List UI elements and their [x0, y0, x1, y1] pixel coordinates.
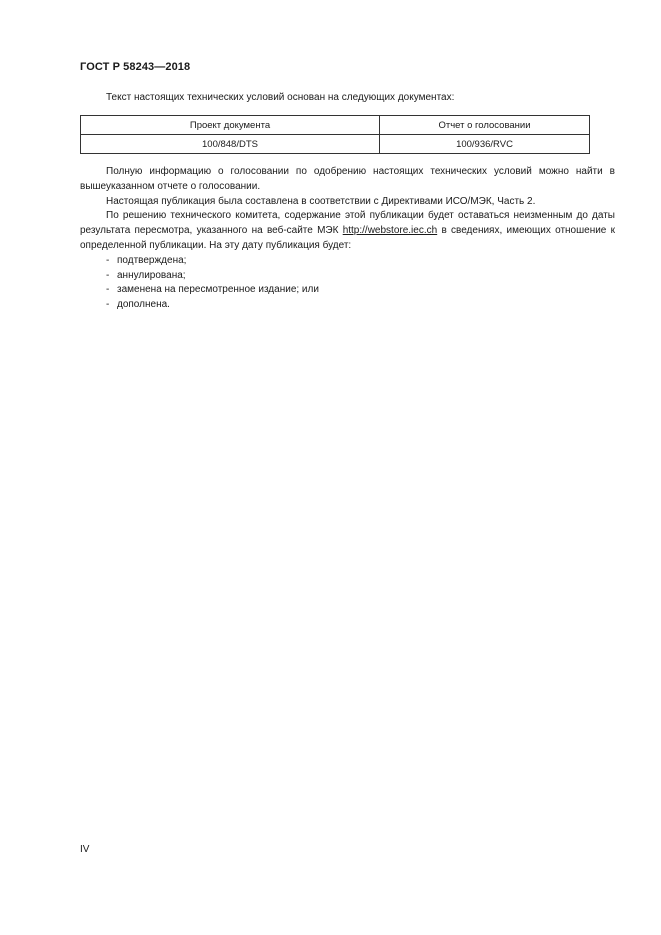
body-text: [80, 165, 615, 313]
table-header-voting-report: Отчет о голосовании: [380, 116, 590, 135]
paragraph-stability-end: в сведениях, имеющих отношение к определенной публикации. На эту дату публикация будет:: [80, 225, 615, 251]
list-item: [80, 283, 615, 298]
list-item: [80, 269, 615, 284]
table-cell-draft: 100/848/DTS: [81, 135, 380, 154]
documents-table: [80, 115, 590, 154]
list-marker: -: [106, 269, 110, 281]
paragraph-voting-info: Полную информацию о голосовании по одобрению настоящих технических условий можно найти в вышеуказанном отчете о голосовании.: [80, 166, 615, 192]
list-marker: -: [106, 284, 110, 296]
list-marker: -: [106, 299, 110, 311]
table-header-draft: Проект документа: [81, 116, 380, 135]
list-item: [80, 254, 615, 269]
list-marker: -: [106, 254, 110, 266]
table-cell-voting-report: 100/936/RVC: [380, 135, 590, 154]
list-item-text: аннулирована;: [117, 269, 186, 281]
list-item-text: заменена на пересмотренное издание; или: [117, 284, 319, 296]
webstore-link[interactable]: http://webstore.iec.ch: [342, 225, 438, 237]
paragraph-stability-start: По решению технического комитета, содержание этой публикации будет оставаться неизменным до даты результата пересмотра, указанного на веб-сайте МЭК: [80, 210, 615, 237]
list-item-text: подтверждена;: [117, 254, 187, 266]
list-item: [80, 298, 615, 313]
paragraph-directives: Настоящая публикация была составлена в соответствии с Директивами ИСО/МЭК, Часть 2.: [106, 195, 536, 207]
list-item-text: дополнена.: [117, 299, 170, 311]
publication-status-list: [80, 254, 615, 313]
intro-text: Текст настоящих технических условий основан на следующих документах:: [106, 92, 455, 103]
page-number: IV: [80, 844, 90, 855]
document-header: ГОСТ Р 58243—2018: [80, 61, 191, 73]
table-row: [81, 135, 590, 154]
paragraph-stability: [80, 209, 615, 253]
table-header-row: [81, 116, 590, 135]
